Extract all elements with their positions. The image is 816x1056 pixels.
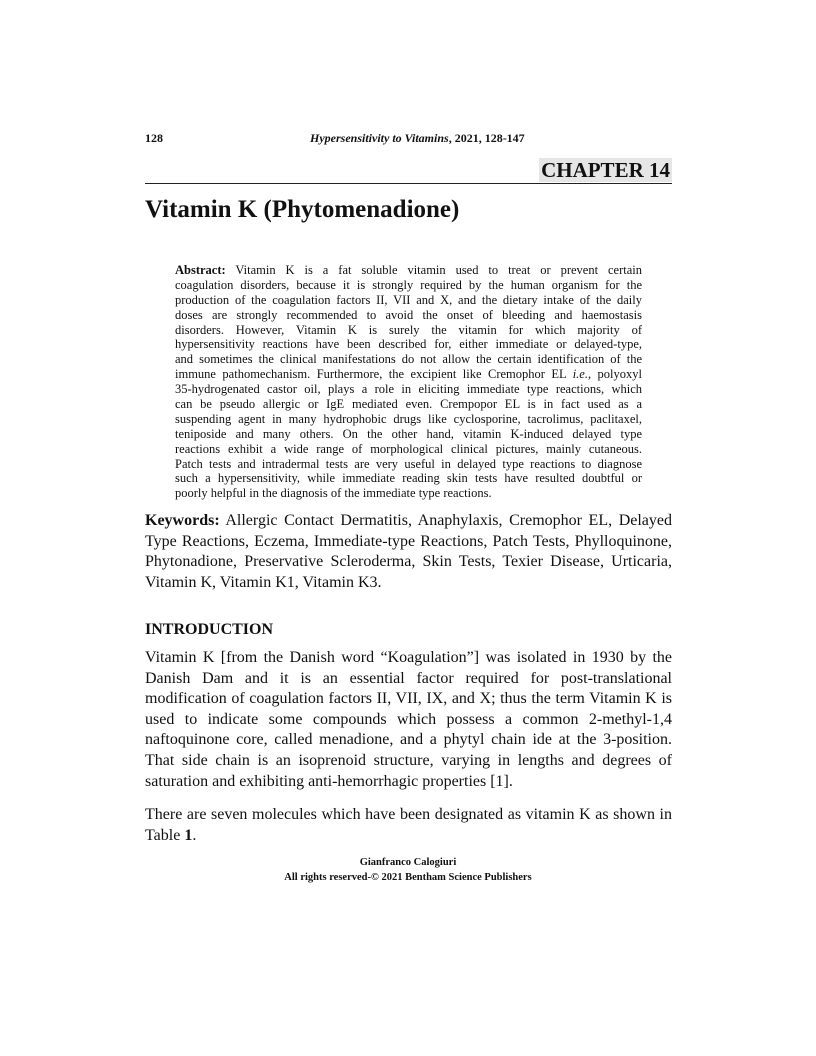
header-divider <box>145 183 672 184</box>
abstract-line: 35-hydrogenated castor oil, plays a role in eliciting immediate type reactions, which <box>175 382 642 397</box>
abstract-line: suspending agent in many hydrophobic drugs like cyclosporine, tacrolimus, paclitaxel, <box>175 411 642 426</box>
abstract-line: doses are strongly recommended to avoid the onset of bleeding and haemostasis <box>175 307 642 322</box>
journal-title: Hypersensitivity to Vitamins <box>310 131 449 145</box>
table-reference: 1 <box>184 826 193 844</box>
copyright: All rights reserved-© 2021 Bentham Science Publishers <box>284 872 532 883</box>
keywords-line: Vitamin K, Vitamin K1, Vitamin K3. <box>145 573 382 591</box>
table-reference-paragraph <box>145 805 672 846</box>
abstract <box>175 263 642 501</box>
abstract-line: reactions exhibit a wide range of morphological clinical pictures, mainly cutaneous. <box>175 441 642 456</box>
chapter-title: Vitamin K (Phytomenadione) <box>145 196 460 223</box>
abstract-line: immune pathomechanism. Furthermore, the excipient like Cremophor EL i.e., polyoxyl <box>175 367 642 382</box>
abstract-line: such a hypersensitivity, while immediate reading skin tests have resulted doubtful or <box>175 471 642 486</box>
abstract-line: hypersensitivity reactions have been described for, either immediate or delayed-type, <box>175 337 642 352</box>
chapter-label: CHAPTER 14 <box>541 158 670 182</box>
page-number: 128 <box>145 131 163 145</box>
keywords <box>145 511 672 593</box>
abstract-line: Abstract: Vitamin K is a fat soluble vitamin used to treat or prevent certain <box>175 263 642 277</box>
journal-details: , 2021, 128-147 <box>448 131 525 145</box>
page-footer <box>0 855 816 885</box>
paragraph-line: There are seven molecules which have been designated as vitamin K as shown in <box>145 806 672 823</box>
keywords-label: Keywords: <box>145 512 220 529</box>
running-header <box>310 131 525 146</box>
abstract-line: production of the coagulation factors II, VII and X, and the dietary intake of the daily <box>175 292 642 307</box>
keywords-line: Type Reactions, Eczema, Immediate-type Reactions, Patch Tests, Phylloquinone, <box>145 532 672 550</box>
section-heading: INTRODUCTION <box>145 621 274 638</box>
paragraph-line: modification of coagulation factors II, VII, IX, and X; thus the term Vitamin K is <box>145 690 672 708</box>
keywords-line: Phytonadione, Preservative Scleroderma, Skin Tests, Texier Disease, Urticaria, <box>145 553 672 571</box>
abstract-line: and sometimes the clinical manifestations do not allow the certain identification of the <box>175 352 642 367</box>
abstract-line: teniposide and many others. On the other hand, vitamin K-induced delayed type <box>175 426 642 441</box>
abstract-line: can be pseudo allergic or IgE mediated even. Crempopor EL is in fact used as a <box>175 397 642 412</box>
abstract-line: Patch tests and intradermal tests are very useful in delayed type reactions to diagnose <box>175 456 642 471</box>
abstract-line: coagulation disorders, because it is strongly required by the human organism for the <box>175 277 642 292</box>
abstract-line: disorders. However, Vitamin K is surely the vitamin for which majority of <box>175 322 642 337</box>
paragraph-line: Vitamin K [from the Danish word “Koagulation”] was isolated in 1930 by the <box>145 649 672 666</box>
paragraph-line: used to indicate some compounds which possess a common 2-methyl-1,4 <box>145 710 672 728</box>
paragraph-line: saturation and exhibiting anti-hemorrhagic properties [1]. <box>145 772 513 790</box>
keywords-line: Keywords: Allergic Contact Dermatitis, Anaphylaxis, Cremophor EL, Delayed <box>145 512 672 529</box>
paragraph-line: Danish Dam and it is an essential factor required for post-translational <box>145 669 672 687</box>
paragraph-line: naftoquinone core, called menadione, and a phytyl chain ide at the 3-position. <box>145 731 672 749</box>
paragraph-line: That side chain is an isoprenoid structure, varying in lengths and degrees of <box>145 751 672 769</box>
intro-paragraph <box>145 648 672 792</box>
author-name: Gianfranco Calogiuri <box>359 857 457 868</box>
abstract-label: Abstract: <box>175 263 226 277</box>
abstract-line: poorly helpful in the diagnosis of the immediate type reactions. <box>175 486 492 501</box>
paragraph-line: Table 1. <box>145 826 197 844</box>
